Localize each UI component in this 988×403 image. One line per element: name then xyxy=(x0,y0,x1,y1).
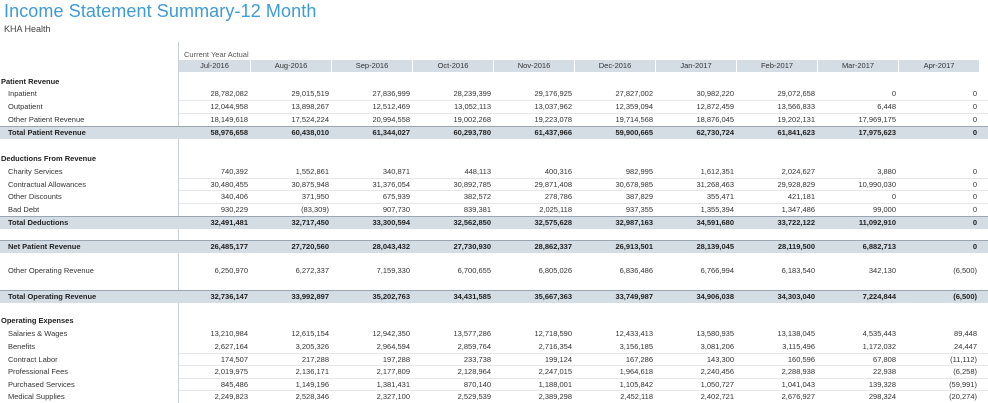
table-cell: 2,025,118 xyxy=(539,205,572,214)
table-cell: 937,355 xyxy=(625,205,653,214)
table-cell: 26,913,501 xyxy=(615,242,653,251)
table-cell: 1,188,001 xyxy=(538,380,572,389)
table-cell: 12,433,413 xyxy=(615,329,653,338)
table-cell: 29,928,829 xyxy=(777,180,815,189)
table-cell: 30,982,220 xyxy=(696,89,734,98)
table-cell: 32,562,850 xyxy=(453,218,491,227)
total-row-total-patient-revenue xyxy=(0,126,988,139)
table-cell: 18,149,618 xyxy=(210,115,248,124)
table-cell: 13,037,962 xyxy=(534,102,572,111)
row-label: Benefits xyxy=(8,342,36,351)
table-cell: 0 xyxy=(972,205,977,214)
table-cell: 2,964,594 xyxy=(376,342,410,351)
table-cell: 6,448 xyxy=(877,102,896,111)
table-cell: 233,738 xyxy=(463,355,491,364)
table-cell: 24,447 xyxy=(954,342,977,351)
table-cell: 60,438,010 xyxy=(291,128,329,137)
row-values xyxy=(179,101,980,113)
row-values xyxy=(179,217,980,229)
table-cell: 0 xyxy=(972,115,977,124)
table-cell: 3,880 xyxy=(877,167,896,176)
table-cell: 27,730,930 xyxy=(453,242,491,251)
table-cell: (83,309) xyxy=(301,205,329,214)
table-cell: 58,976,658 xyxy=(210,128,248,137)
row-label: Medical Supplies xyxy=(8,392,65,401)
table-row-inpatient xyxy=(0,88,988,100)
table-cell: 29,072,658 xyxy=(777,89,815,98)
table-cell: 174,507 xyxy=(220,355,248,364)
table-cell: 139,328 xyxy=(868,380,896,389)
table-cell: 28,782,082 xyxy=(210,89,248,98)
table-cell: 33,722,122 xyxy=(777,218,815,227)
row-label: Net Patient Revenue xyxy=(8,242,81,251)
table-cell: 1,172,032 xyxy=(862,342,896,351)
row-values xyxy=(179,241,980,253)
table-cell: 160,596 xyxy=(787,355,815,364)
table-cell: 31,268,463 xyxy=(696,180,734,189)
table-cell: 12,359,094 xyxy=(615,102,653,111)
column-header[interactable]: Sep-2016 xyxy=(332,60,413,72)
table-cell: 870,140 xyxy=(463,380,491,389)
table-cell: 2,528,346 xyxy=(295,392,329,401)
table-cell: 12,044,958 xyxy=(210,102,248,111)
table-cell: 0 xyxy=(972,180,977,189)
row-values xyxy=(179,114,980,126)
column-header[interactable]: Dec-2016 xyxy=(575,60,656,72)
table-cell: 2,128,964 xyxy=(457,367,491,376)
table-cell: 13,898,267 xyxy=(291,102,329,111)
table-cell: 1,105,842 xyxy=(619,380,653,389)
table-cell: 18,876,045 xyxy=(696,115,734,124)
table-cell: 1,050,727 xyxy=(700,380,734,389)
table-cell: 0 xyxy=(972,128,977,137)
column-header[interactable]: Oct-2016 xyxy=(413,60,494,72)
table-cell: 340,406 xyxy=(220,192,248,201)
column-header[interactable]: Jan-2017 xyxy=(656,60,737,72)
table-cell: 34,591,680 xyxy=(696,218,734,227)
table-cell: 2,019,975 xyxy=(214,367,248,376)
table-cell: 62,730,724 xyxy=(696,128,734,137)
table-cell: 217,288 xyxy=(301,355,329,364)
total-row-net-patient-revenue xyxy=(0,240,988,253)
row-label: Deductions From Revenue xyxy=(1,154,97,163)
table-cell: 2,716,354 xyxy=(538,342,572,351)
table-cell: 59,900,665 xyxy=(615,128,653,137)
table-cell: 28,139,045 xyxy=(696,242,734,251)
row-values xyxy=(179,204,980,216)
table-cell: 1,041,043 xyxy=(781,380,815,389)
table-cell: 6,700,655 xyxy=(457,266,491,275)
table-cell: 99,000 xyxy=(873,205,896,214)
table-row-professional-fees xyxy=(0,366,988,378)
row-label: Bad Debt xyxy=(8,205,40,214)
table-cell: 60,293,780 xyxy=(453,128,491,137)
row-label: Other Operating Revenue xyxy=(8,266,94,275)
table-cell: 2,177,809 xyxy=(376,367,410,376)
table-cell: 0 xyxy=(972,218,977,227)
table-cell: 448,113 xyxy=(464,167,491,176)
row-values xyxy=(179,328,980,340)
table-cell: 839,381 xyxy=(463,205,491,214)
table-cell: 28,043,432 xyxy=(372,242,410,251)
table-row-other-patient-revenue xyxy=(0,114,988,126)
table-cell: 6,836,486 xyxy=(619,266,653,275)
table-cell: 29,871,408 xyxy=(534,180,572,189)
table-cell: 28,239,399 xyxy=(453,89,491,98)
table-cell: 2,676,927 xyxy=(781,392,815,401)
table-row-other-discounts xyxy=(0,191,988,203)
table-cell: 1,552,861 xyxy=(295,167,329,176)
row-label: Contractual Allowances xyxy=(8,180,86,189)
table-cell: 32,736,147 xyxy=(210,292,248,301)
row-label: Inpatient xyxy=(8,89,37,98)
table-cell: 930,229 xyxy=(220,205,248,214)
table-cell: 4,535,443 xyxy=(862,329,896,338)
row-label: Charity Services xyxy=(8,167,63,176)
table-cell: 371,950 xyxy=(301,192,329,201)
table-cell: 1,381,431 xyxy=(376,380,410,389)
section-header-operating-expenses xyxy=(0,315,988,327)
table-cell: 0 xyxy=(972,89,977,98)
table-cell: 1,149,196 xyxy=(295,380,329,389)
table-cell: 10,990,030 xyxy=(858,180,896,189)
grid-line xyxy=(179,203,988,204)
table-cell: 3,156,185 xyxy=(619,342,653,351)
column-header[interactable]: Apr-2017 xyxy=(899,60,980,72)
table-cell: 33,300,594 xyxy=(372,218,410,227)
grid-line xyxy=(179,390,988,391)
section-header-deductions-from-revenue xyxy=(0,153,988,165)
table-cell: 355,471 xyxy=(706,192,734,201)
table-cell: 89,448 xyxy=(954,329,977,338)
table-row-medical-supplies xyxy=(0,391,988,403)
row-values xyxy=(179,166,980,178)
table-row-charity-services xyxy=(0,166,988,178)
total-row-total-deductions xyxy=(0,216,988,229)
table-cell: 3,205,326 xyxy=(295,342,329,351)
table-cell: 2,240,456 xyxy=(700,367,734,376)
table-cell: 61,841,623 xyxy=(777,128,815,137)
table-cell: 167,286 xyxy=(625,355,653,364)
table-cell: 32,717,450 xyxy=(291,218,329,227)
table-cell: 19,002,268 xyxy=(453,115,491,124)
table-cell: 13,052,113 xyxy=(454,102,491,111)
row-label: Other Patient Revenue xyxy=(8,115,85,124)
row-label: Total Operating Revenue xyxy=(8,292,97,301)
table-cell: 2,136,171 xyxy=(295,367,329,376)
table-cell: 143,300 xyxy=(706,355,734,364)
table-cell: 2,859,764 xyxy=(457,342,491,351)
table-cell: 27,720,560 xyxy=(291,242,329,251)
table-cell: 6,766,994 xyxy=(700,266,734,275)
table-cell: 6,272,337 xyxy=(295,266,329,275)
table-row-salaries-wages xyxy=(0,328,988,340)
table-cell: 61,344,027 xyxy=(372,128,410,137)
table-cell: 33,749,987 xyxy=(615,292,653,301)
grid-line xyxy=(179,113,988,114)
organization-name: KHA Health xyxy=(4,24,51,34)
row-label: Purchased Services xyxy=(8,380,75,389)
grid-line xyxy=(179,378,988,379)
table-cell: 13,138,045 xyxy=(777,329,815,338)
row-label: Operating Expenses xyxy=(1,316,74,325)
table-cell: (59,991) xyxy=(949,380,977,389)
table-cell: (20,274) xyxy=(949,392,977,401)
table-cell: 34,906,038 xyxy=(696,292,734,301)
grid-line xyxy=(179,190,988,191)
table-cell: 0 xyxy=(891,192,896,201)
table-cell: 27,836,999 xyxy=(372,89,410,98)
table-cell: 30,678,985 xyxy=(615,180,653,189)
table-cell: 31,376,054 xyxy=(372,180,410,189)
row-values xyxy=(179,391,980,403)
row-values xyxy=(179,341,980,353)
table-cell: 740,392 xyxy=(220,167,248,176)
table-cell: 0 xyxy=(972,242,977,251)
table-cell: 2,389,298 xyxy=(538,392,572,401)
table-cell: 1,355,394 xyxy=(700,205,734,214)
table-cell: 19,202,131 xyxy=(777,115,815,124)
grid-line xyxy=(179,100,988,101)
page-title: Income Statement Summary-12 Month xyxy=(4,1,317,21)
table-cell: 12,615,154 xyxy=(291,329,329,338)
table-cell: 12,512,469 xyxy=(372,102,410,111)
table-cell: 6,250,970 xyxy=(214,266,248,275)
table-cell: 298,324 xyxy=(868,392,896,401)
row-values xyxy=(179,265,980,277)
table-cell: 27,827,002 xyxy=(615,89,653,98)
table-cell: 13,580,935 xyxy=(696,329,734,338)
total-row-total-operating-revenue xyxy=(0,290,988,303)
table-cell: 61,437,966 xyxy=(534,128,572,137)
column-header[interactable]: Aug-2016 xyxy=(251,60,332,72)
table-cell: 34,303,040 xyxy=(777,292,815,301)
table-cell: 13,577,286 xyxy=(453,329,491,338)
table-cell: 22,938 xyxy=(873,367,896,376)
table-cell: 0 xyxy=(891,89,896,98)
table-cell: 340,871 xyxy=(382,167,410,176)
table-cell: 2,327,100 xyxy=(376,392,410,401)
table-cell: 0 xyxy=(972,192,977,201)
table-cell: 12,942,350 xyxy=(372,329,410,338)
table-cell: 33,992,897 xyxy=(291,292,329,301)
table-cell: 32,491,481 xyxy=(210,218,248,227)
table-cell: 17,975,623 xyxy=(858,128,896,137)
row-label: Salaries & Wages xyxy=(8,329,68,338)
table-row-other-operating-revenue xyxy=(0,265,988,277)
table-cell: (6,500) xyxy=(953,266,977,275)
table-cell: 19,223,078 xyxy=(534,115,572,124)
table-cell: 387,829 xyxy=(625,192,653,201)
table-row-outpatient xyxy=(0,101,988,113)
table-cell: 197,288 xyxy=(382,355,410,364)
table-cell: 6,183,540 xyxy=(781,266,815,275)
table-cell: 342,130 xyxy=(868,266,896,275)
table-cell: 67,808 xyxy=(873,355,896,364)
table-cell: 3,115,496 xyxy=(782,342,815,351)
table-cell: 11,092,910 xyxy=(858,218,896,227)
table-cell: 28,119,500 xyxy=(777,242,815,251)
section-header-patient-revenue xyxy=(0,76,988,88)
table-cell: 17,969,175 xyxy=(858,115,896,124)
table-cell: 2,024,627 xyxy=(781,167,815,176)
table-cell: (11,112) xyxy=(950,355,977,364)
table-row-benefits xyxy=(0,341,988,353)
table-row-bad-debt xyxy=(0,204,988,216)
column-group-label: Current Year Actual xyxy=(184,50,249,59)
table-cell: 278,786 xyxy=(544,192,572,201)
column-header[interactable]: Nov-2016 xyxy=(494,60,575,72)
table-cell: 421,181 xyxy=(787,192,815,201)
table-cell: 199,124 xyxy=(544,355,572,364)
table-cell: 35,202,763 xyxy=(372,292,410,301)
row-values xyxy=(179,291,980,303)
table-cell: 26,485,177 xyxy=(210,242,248,251)
table-cell: 2,452,118 xyxy=(620,392,653,401)
column-header[interactable]: Jul-2016 xyxy=(179,60,251,72)
column-header-row xyxy=(179,60,988,72)
table-cell: 29,015,519 xyxy=(291,89,329,98)
table-cell: 32,575,628 xyxy=(534,218,572,227)
table-cell: 382,572 xyxy=(463,192,491,201)
table-cell: 30,875,948 xyxy=(291,180,329,189)
table-cell: 29,176,925 xyxy=(534,89,572,98)
table-cell: 30,892,785 xyxy=(453,180,491,189)
table-cell: 20,994,558 xyxy=(372,115,410,124)
table-cell: 845,486 xyxy=(220,380,248,389)
table-cell: 13,566,833 xyxy=(777,102,815,111)
table-cell: 7,224,844 xyxy=(862,292,896,301)
table-cell: 32,987,163 xyxy=(615,218,653,227)
table-cell: 7,159,330 xyxy=(376,266,410,275)
table-cell: 6,805,026 xyxy=(538,266,572,275)
table-cell: 2,402,721 xyxy=(700,392,734,401)
table-cell: 2,288,938 xyxy=(781,367,815,376)
table-cell: 19,714,568 xyxy=(615,115,653,124)
table-cell: 3,081,206 xyxy=(700,342,734,351)
table-cell: 28,862,337 xyxy=(534,242,572,251)
grid-line xyxy=(179,178,988,179)
row-label: Total Deductions xyxy=(8,218,69,227)
row-values xyxy=(179,366,980,378)
table-cell: 1,964,618 xyxy=(619,367,653,376)
row-values xyxy=(179,88,980,100)
table-cell: 2,249,823 xyxy=(214,392,248,401)
table-cell: 1,612,351 xyxy=(700,167,734,176)
row-label: Outpatient xyxy=(8,102,43,111)
table-cell: 12,872,459 xyxy=(696,102,734,111)
table-cell: 30,480,455 xyxy=(210,180,248,189)
row-label: Professional Fees xyxy=(8,367,69,376)
table-cell: 6,882,713 xyxy=(862,242,896,251)
row-values xyxy=(179,191,980,203)
column-header[interactable]: Feb-2017 xyxy=(737,60,818,72)
row-label: Contract Labor xyxy=(8,355,58,364)
table-cell: 400,316 xyxy=(544,167,572,176)
table-cell: 12,718,590 xyxy=(534,329,572,338)
table-cell: 982,995 xyxy=(625,167,653,176)
grid-line xyxy=(179,353,988,354)
table-cell: (6,500) xyxy=(953,292,977,301)
table-cell: (6,258) xyxy=(953,367,977,376)
table-cell: 2,529,539 xyxy=(457,392,491,401)
row-values xyxy=(179,127,980,139)
table-cell: 2,627,164 xyxy=(214,342,248,351)
row-label: Patient Revenue xyxy=(1,77,60,86)
table-cell: 34,431,585 xyxy=(453,292,491,301)
row-label: Total Patient Revenue xyxy=(8,128,86,137)
grid-line xyxy=(179,365,988,366)
table-cell: 0 xyxy=(972,102,977,111)
table-cell: 2,247,015 xyxy=(538,367,572,376)
column-header[interactable]: Mar-2017 xyxy=(818,60,899,72)
row-label: Other Discounts xyxy=(8,192,62,201)
table-cell: 13,210,984 xyxy=(210,329,248,338)
table-cell: 17,524,224 xyxy=(291,115,329,124)
table-cell: 35,667,363 xyxy=(534,292,572,301)
table-cell: 907,730 xyxy=(382,205,410,214)
table-cell: 1,347,486 xyxy=(781,205,815,214)
table-cell: 675,939 xyxy=(382,192,410,201)
table-cell: 0 xyxy=(972,167,977,176)
